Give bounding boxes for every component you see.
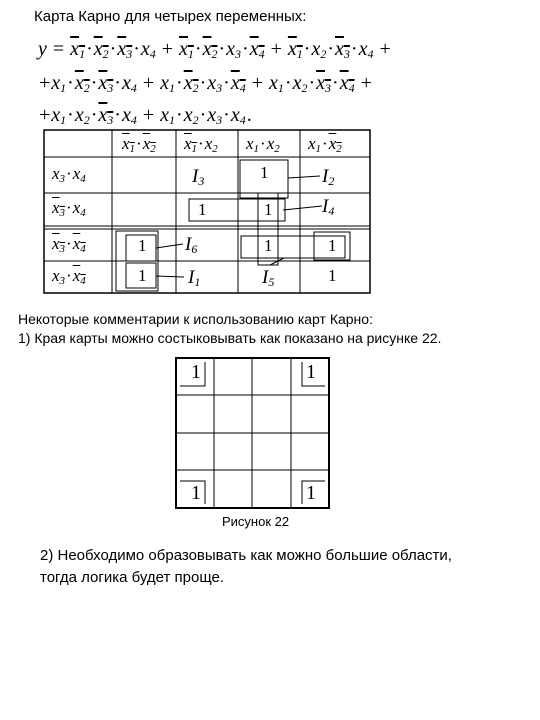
group-label-i2: $I_2$ <box>322 166 335 188</box>
group-label-i1: $I_1$ <box>188 267 201 289</box>
kmap-row-header-4: $x_3\cdot x_4$ <box>52 266 86 287</box>
kmap-cell-one: 1 <box>328 266 337 285</box>
figure-cell-one: 1 <box>306 361 316 383</box>
kmap-cell-one: 1 <box>264 236 273 255</box>
kmap-cell-one: 1 <box>264 200 273 219</box>
formula-line-2: $+x_1\cdot x_2\cdot x_3\cdot x_4 + x_1\cdot x_2\cdot x_3\cdot x_4 + x_1\cdot x_2\cdot x_3\cdot x_4$ + <box>39 72 372 95</box>
kmap-col-header-3: $x_1\cdot x_2$ <box>246 134 280 155</box>
figure-cell-one: 1 <box>306 482 316 504</box>
kmap-col-header-2: $x_1\cdot x_2$ <box>184 134 218 155</box>
kmap-row-header-3: $x_3\cdot x_4$ <box>52 234 86 255</box>
formula-line-3: $+x_1\cdot x_2\cdot x_3\cdot x_4 + x_1\cdot x_2\cdot x_3\cdot x_4$. <box>39 104 252 127</box>
kmap-row-header-1: $x_3\cdot x_4$ <box>52 164 86 185</box>
page-heading: Карта Карно для четырех переменных: <box>34 8 307 25</box>
kmap-cell-one: 1 <box>138 236 147 255</box>
kmap-cell-one: 1 <box>328 236 337 255</box>
kmap-col-header-1: $x_1\cdot x_2$ <box>122 134 156 155</box>
group-label-i4: $I_4$ <box>322 196 335 218</box>
figure-cell-one: 1 <box>191 361 201 383</box>
kmap-cell-one: 1 <box>138 266 147 285</box>
kmap-row-header-2: $x_3\cdot x_4$ <box>52 198 86 219</box>
group-label-i6: $I_6$ <box>185 234 198 256</box>
tip-line-2: тогда логика будет проще. <box>40 569 225 586</box>
figure-cell-one: 1 <box>191 482 201 504</box>
tip-line-1: 2) Необходимо образовывать как можно большие области, <box>40 547 452 564</box>
group-label-i3: $I_3$ <box>192 166 205 188</box>
kmap-cell-one: 1 <box>198 200 207 219</box>
figure-caption: Рисунок 22 <box>222 514 290 529</box>
kmap-cell-one: 1 <box>260 163 269 182</box>
formula-line-1: $y = x_1\cdot x_2\cdot x_3\cdot x_4 + x_1\cdot x_2\cdot x_3\cdot x_4 + x_1\cdot x_2\cdot x_3\cdot x_4$ + <box>38 38 391 61</box>
kmap-col-header-4: $x_1\cdot x_2$ <box>308 134 342 155</box>
group-label-i5: $I_5$ <box>262 267 275 289</box>
comment-title: Некоторые комментарии к использованию карт Карно: <box>18 311 373 327</box>
comment-item-1: 1) Края карты можно состыковывать как показано на рисунке 22. <box>18 330 442 346</box>
